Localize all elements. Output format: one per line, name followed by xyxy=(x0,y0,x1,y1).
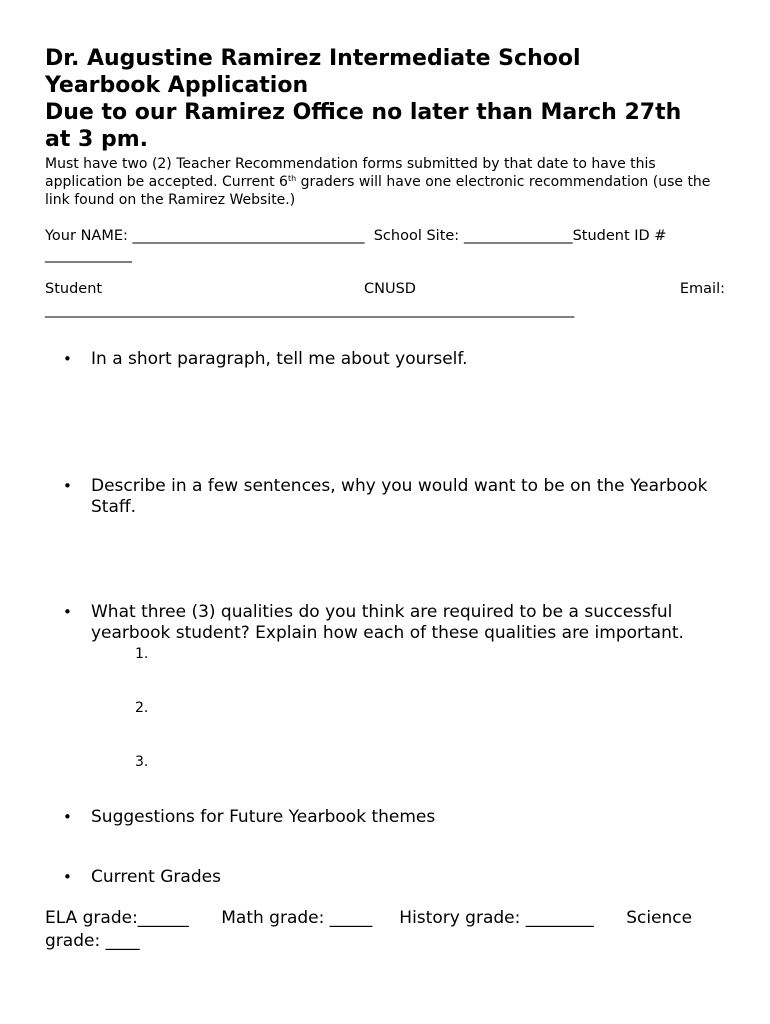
email-label: Email: xyxy=(679,281,725,297)
question-about-yourself xyxy=(63,349,713,370)
school-site-label: School Site: xyxy=(373,228,460,244)
your-name-field[interactable]: ________________________________ xyxy=(132,228,365,244)
title-due-date: Due to our Ramirez Office no later than March 27th xyxy=(45,100,682,125)
grades-row xyxy=(45,907,725,953)
student-label: Student xyxy=(45,281,103,297)
email-field[interactable]: _________________________________________________________________________ xyxy=(45,302,575,318)
question-current-grades xyxy=(63,867,713,888)
question-text: What three (3) qualities do you think are required to be a successful yearbook student? Explain how each of these qualities are important. xyxy=(91,602,684,643)
ordinal-superscript: th xyxy=(287,174,297,183)
school-site-field[interactable]: _______________ xyxy=(463,228,573,244)
quality-number-2: 2. xyxy=(135,700,149,716)
quality-number-1: 1. xyxy=(135,646,149,662)
name-school-row xyxy=(45,226,735,246)
page-title xyxy=(45,45,735,153)
instructions-paragraph xyxy=(45,155,725,209)
question-text: In a short paragraph, tell me about yourself. xyxy=(91,349,468,369)
student-id-field[interactable]: ____________ xyxy=(45,247,132,263)
science-grade-field[interactable]: Science grade: ____ xyxy=(45,908,693,951)
title-application: Yearbook Application xyxy=(45,73,309,98)
cnusd-label: CNUSD xyxy=(364,281,416,297)
title-due-time: at 3 pm. xyxy=(45,127,149,152)
bullet-icon: • xyxy=(63,603,72,621)
history-grade-field[interactable]: History grade: ________ xyxy=(399,908,594,928)
question-text: Suggestions for Future Yearbook themes xyxy=(91,807,436,827)
question-text: Current Grades xyxy=(91,867,221,887)
bullet-icon: • xyxy=(63,868,72,886)
student-id-label: Student ID # xyxy=(572,228,667,244)
instructions-text-1: Must have two (2) Teacher Recommendation forms submitted by that date to have this application be accepted. Current 6 xyxy=(45,156,656,190)
email-row xyxy=(45,279,725,299)
title-school: Dr. Augustine Ramirez Intermediate School xyxy=(45,46,581,71)
quality-number-3: 3. xyxy=(135,754,149,770)
question-qualities xyxy=(63,602,723,644)
ela-grade-field[interactable]: ELA grade:______ xyxy=(45,908,189,928)
question-text: Describe in a few sentences, why you would want to be on the Yearbook Staff. xyxy=(91,476,708,517)
your-name-label: Your NAME: xyxy=(45,228,128,244)
bullet-icon: • xyxy=(63,350,72,368)
question-themes xyxy=(63,807,713,828)
question-why-yearbook xyxy=(63,476,713,518)
bullet-icon: • xyxy=(63,477,72,495)
math-grade-field[interactable]: Math grade: _____ xyxy=(221,908,373,928)
instructions-text-2: graders will have one electronic recommendation (use the link found on the Ramirez Website.) xyxy=(45,174,711,208)
bullet-icon: • xyxy=(63,808,72,826)
